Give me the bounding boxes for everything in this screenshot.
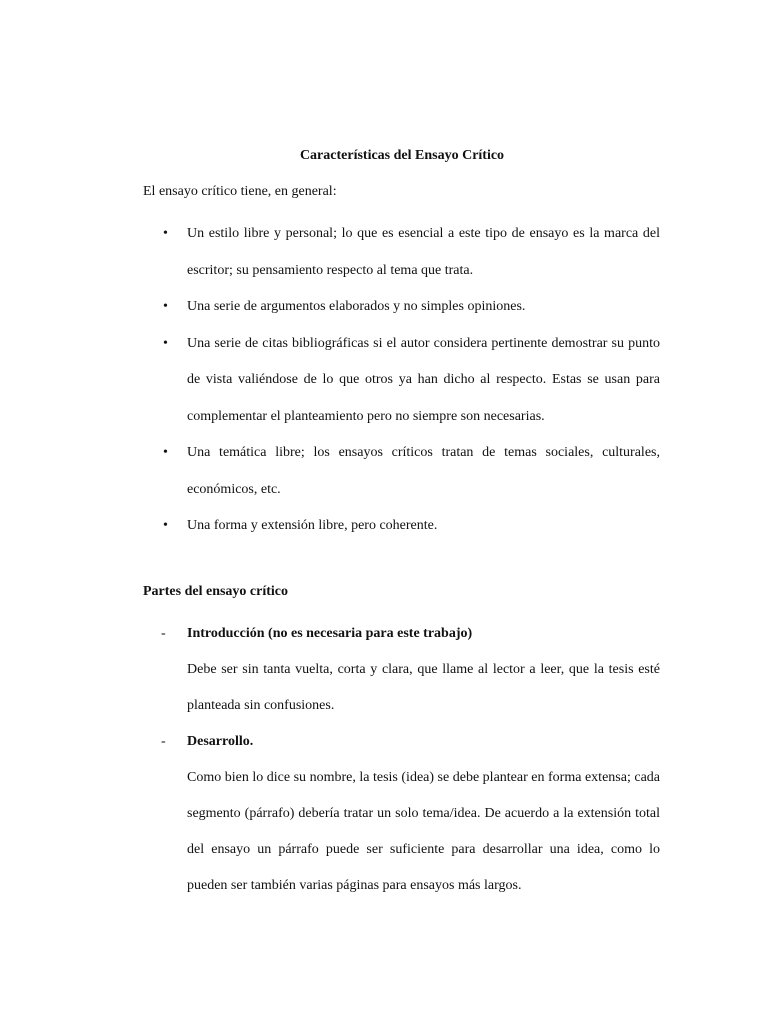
list-item-text: Una serie de argumentos elaborados y no simples opiniones. xyxy=(187,299,526,314)
part-body: Debe ser sin tanta vuelta, corta y clara, que llame al lector a leer, que la tesis esté planteada sin confusiones. xyxy=(187,662,660,713)
list-item-text: Un estilo libre y personal; lo que es esencial a este tipo de ensayo es la marca del escritor; su pensamiento respecto al tema que trata. xyxy=(187,226,660,278)
list-item xyxy=(143,508,660,545)
bullet-icon: • xyxy=(163,445,168,460)
part-heading xyxy=(143,616,660,652)
document-title: Características del Ensayo Crítico xyxy=(299,148,505,163)
part-heading-text: Desarrollo. xyxy=(187,734,254,749)
bullet-icon: • xyxy=(163,335,168,351)
intro-paragraph: El ensayo crítico tiene, en general: xyxy=(143,184,337,199)
list-item-text: Una forma y extensión libre, pero coherente. xyxy=(187,518,438,533)
characteristics-list xyxy=(143,216,660,545)
dash-icon: - xyxy=(161,626,166,641)
list-item xyxy=(143,435,660,508)
list-item xyxy=(143,289,660,326)
part-heading-text: Introducción (no es necesaria para este trabajo) xyxy=(187,626,473,641)
list-item-text: Una temática libre; los ensayos críticos tratan de temas sociales, culturales, económicos, etc. xyxy=(187,445,660,497)
section-title: Partes del ensayo crítico xyxy=(143,584,289,599)
bullet-icon: • xyxy=(163,226,168,241)
list-item-text: Una serie de citas bibliográficas si el autor considera pertinente demostrar su punto de vista valiéndose de lo que otros ya han dicho al respecto. Estas se usan para complementar el planteamiento pero no siempre son necesarias. xyxy=(187,335,660,424)
part-body: Como bien lo dice su nombre, la tesis (idea) se debe plantear en forma extensa; cada segmento (párrafo) debería tratar un solo tema/idea. De acuerdo a la extensión total del ensayo un párrafo puede ser suficiente para desarrollar una idea, como lo pueden ser también varias páginas para ensayos más largos. xyxy=(187,770,660,893)
bullet-icon: • xyxy=(163,518,168,533)
dash-icon: - xyxy=(161,734,166,749)
part-heading xyxy=(143,724,660,760)
bullet-icon: • xyxy=(163,299,168,314)
list-item xyxy=(143,326,660,436)
essay-parts-list xyxy=(143,616,660,904)
list-item xyxy=(143,216,660,289)
